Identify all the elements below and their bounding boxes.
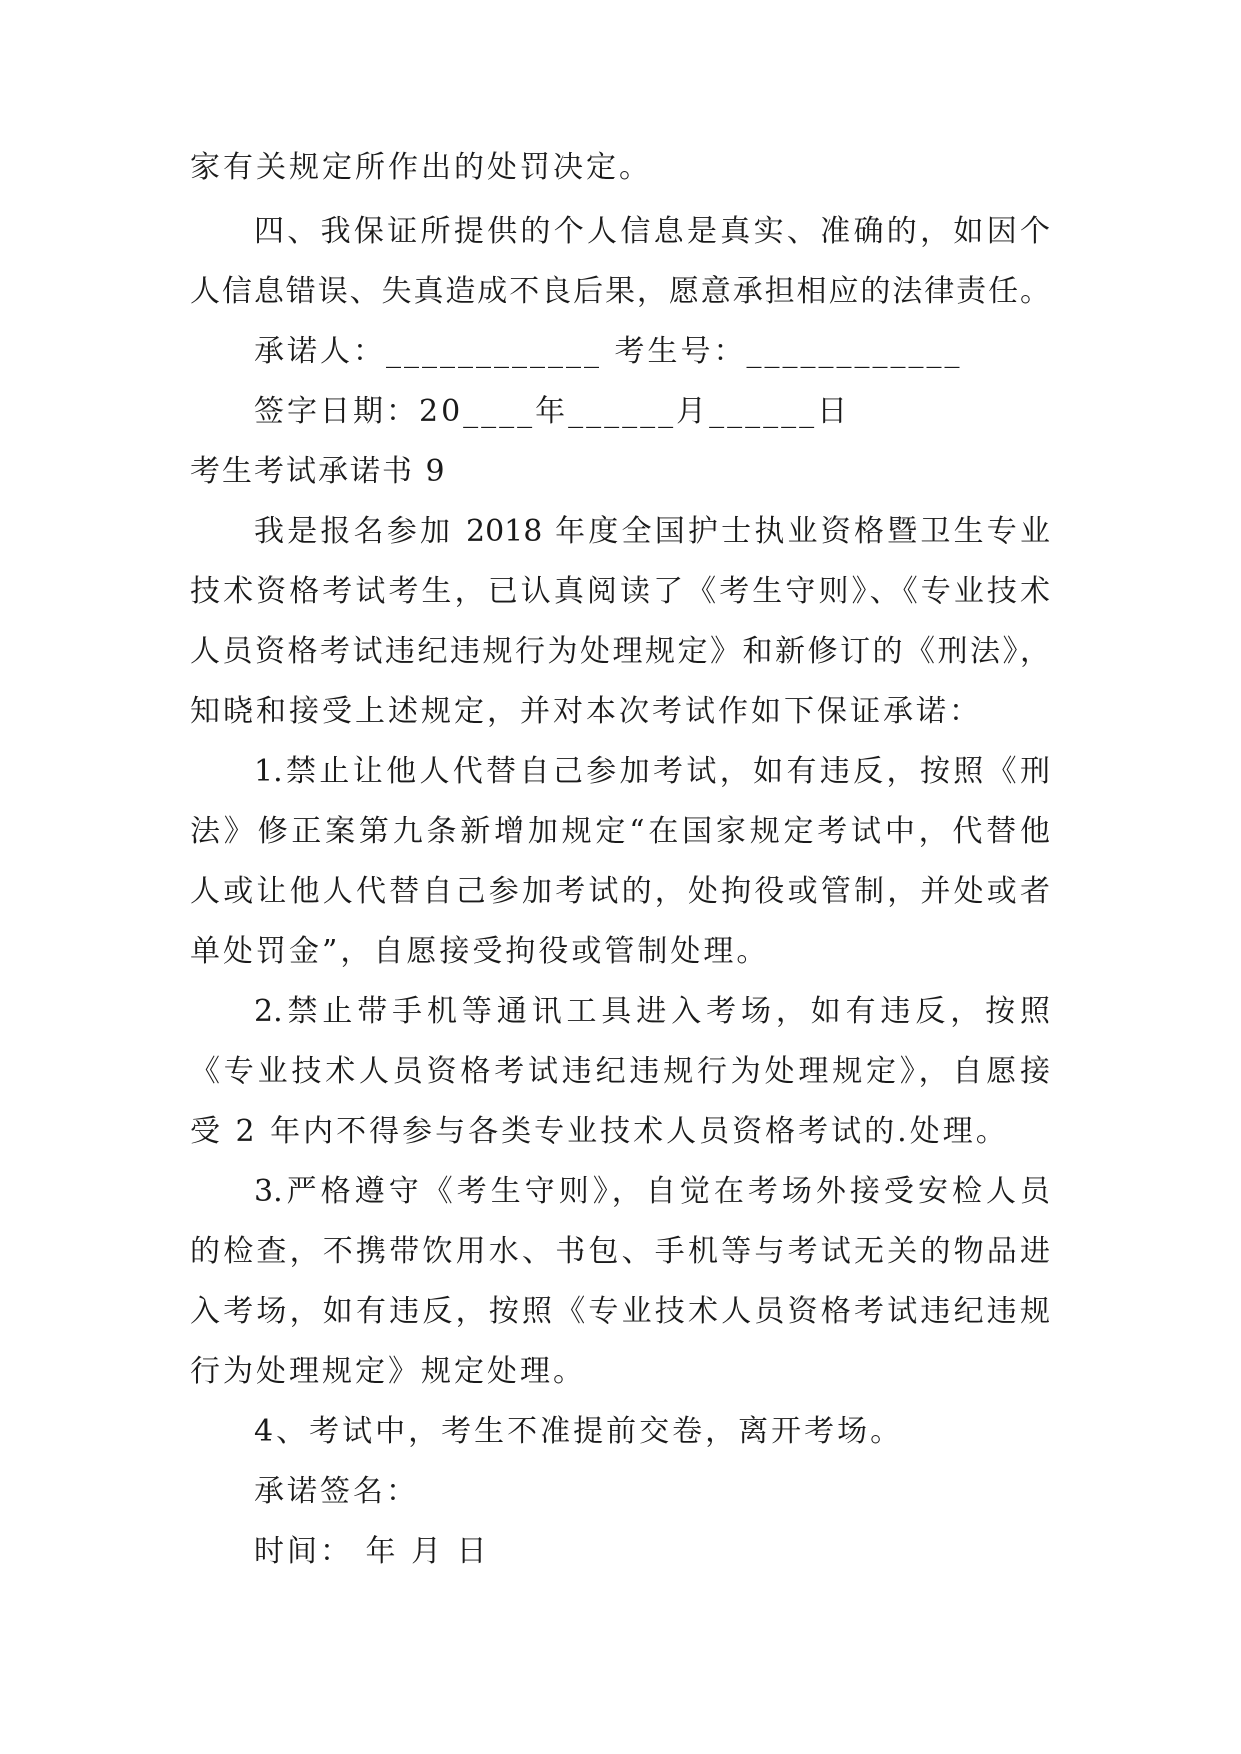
text-line-item-2-cont-1: 《专业技术人员资格考试违纪违规行为处理规定》，自愿接 bbox=[190, 1054, 1050, 1089]
text-line-item-3-cont-2: 入考场，如有违反，按照《专业技术人员资格考试违纪违规 bbox=[190, 1294, 1050, 1329]
text-line-item-4: 4、考试中，考生不准提前交卷，离开考场。 bbox=[254, 1414, 904, 1449]
text-line-item-3: 3.严格遵守《考生守则》，自觉在考场外接受安检人员 bbox=[254, 1174, 1050, 1209]
section-title: 考生考试承诺书 9 bbox=[190, 454, 447, 489]
text-line-intro-3: 人员资格考试违纪违规行为处理规定》和新修订的《刑法》， bbox=[190, 634, 1050, 669]
text-line-item-1: 1.禁止让他人代替自己参加考试，如有违反，按照《刑 bbox=[254, 754, 1050, 789]
text-line-item-3-cont-1: 的检查，不携带饮用水、书包、手机等与考试无关的物品进 bbox=[190, 1234, 1050, 1269]
text-line-previous-section-end: 家有关规定所作出的处罚决定。 bbox=[190, 150, 652, 185]
text-line-item-2-cont-2: 受 2 年内不得参与各类专业技术人员资格考试的.处理。 bbox=[190, 1114, 1009, 1149]
text-line-item-1-cont-1: 法》修正案第九条新增加规定“在国家规定考试中，代替他 bbox=[190, 814, 1050, 849]
text-line-intro-4: 知晓和接受上述规定，并对本次考试作如下保证承诺： bbox=[190, 694, 982, 729]
signature-label: 承诺签名： bbox=[254, 1474, 419, 1509]
date-label: 时间： 年 月 日 bbox=[254, 1534, 490, 1569]
text-line-item-3-cont-3: 行为处理规定》规定处理。 bbox=[190, 1354, 586, 1389]
signature-date-line: 签字日期：20____年______月______日 bbox=[254, 394, 851, 429]
text-line-item-1-cont-3: 单处罚金”，自愿接受拘役或管制处理。 bbox=[190, 934, 770, 969]
text-line-intro-1: 我是报名参加 2018 年度全国护士执业资格暨卫生专业 bbox=[254, 514, 1050, 549]
text-line-intro-2: 技术资格考试考生，已认真阅读了《考生守则》、《专业技术 bbox=[190, 574, 1050, 609]
signature-line-promisor-and-exam-id: 承诺人：____________ 考生号：____________ bbox=[254, 334, 963, 369]
text-line-item-2: 2.禁止带手机等通讯工具进入考场，如有违反，按照 bbox=[254, 994, 1050, 1029]
text-line-clause-4-cont: 人信息错误、失真造成不良后果，愿意承担相应的法律责任。 bbox=[190, 274, 1050, 309]
text-line-item-1-cont-2: 人或让他人代替自己参加考试的，处拘役或管制，并处或者 bbox=[190, 874, 1050, 909]
text-line-clause-4: 四、我保证所提供的个人信息是真实、准确的，如因个 bbox=[254, 214, 1050, 249]
